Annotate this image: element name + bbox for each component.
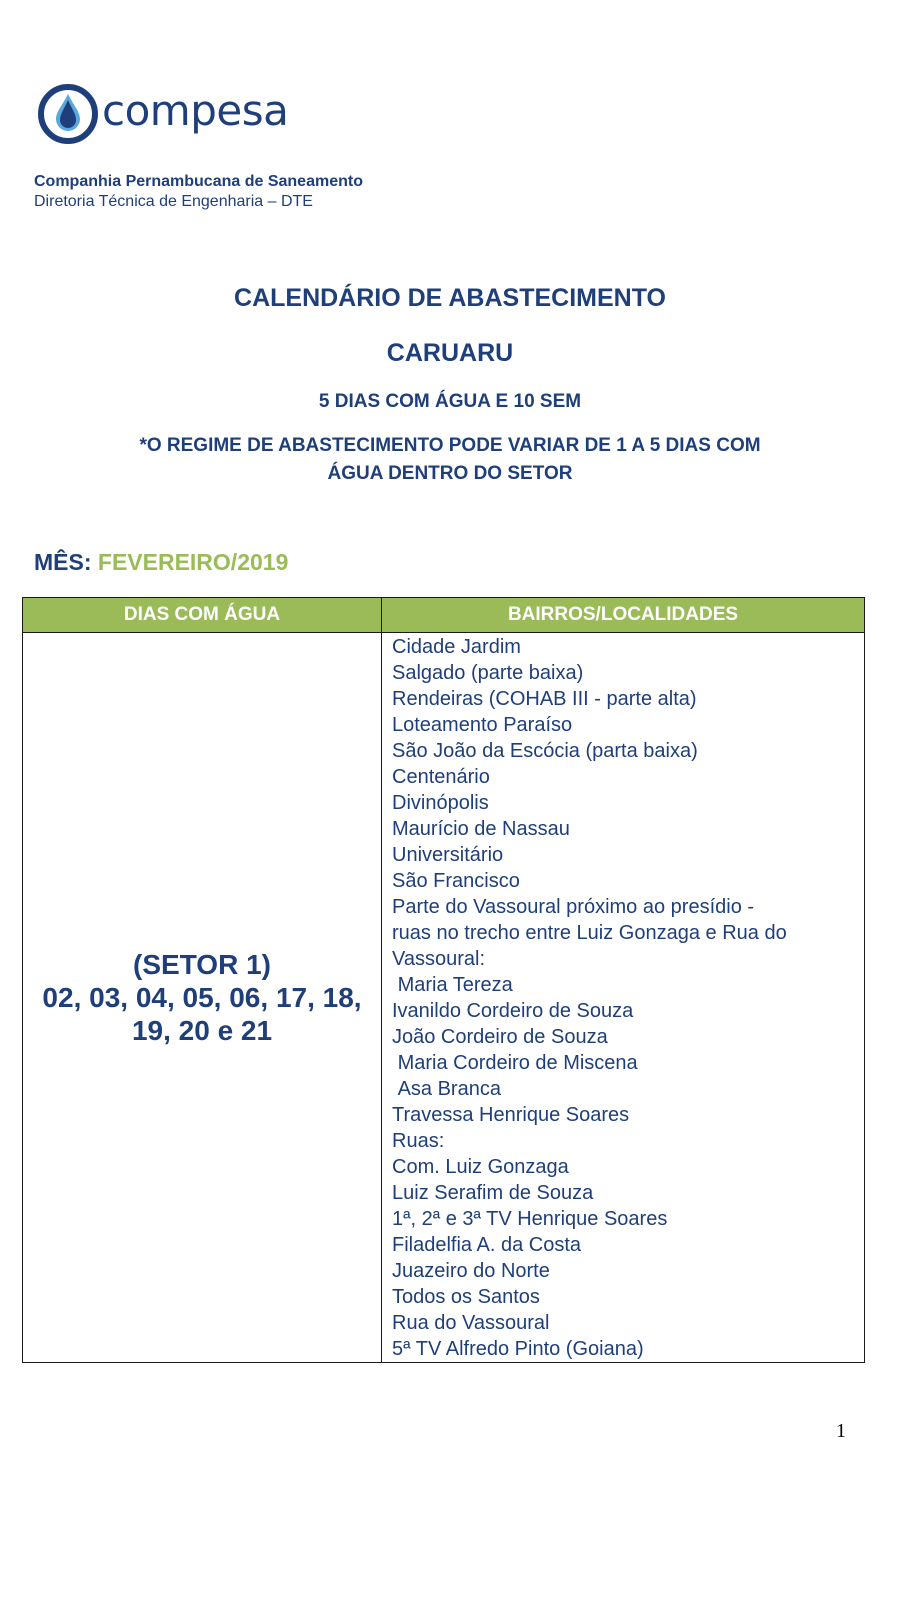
page-title: CALENDÁRIO DE ABASTECIMENTO <box>234 284 666 312</box>
list-item: Todos os Santos <box>392 1286 540 1308</box>
locations-list <box>392 634 856 1362</box>
list-item: Maria Tereza <box>392 974 513 996</box>
list-item: Filadelfia A. da Costa <box>392 1234 581 1256</box>
list-item: Loteamento Paraíso <box>392 714 573 736</box>
regime-note <box>0 432 900 488</box>
list-item: Asa Branca <box>392 1078 501 1100</box>
list-item: Parte do Vassoural próximo ao presídio - <box>392 896 755 918</box>
column-header-locations: BAIRROS/LOCALIDADES <box>382 598 865 633</box>
list-item: ruas no trecho entre Luiz Gonzaga e Rua do <box>392 922 787 944</box>
list-item: Rendeiras (COHAB III - parte alta) <box>392 688 697 710</box>
list-item: 5ª TV Alfredo Pinto (Goiana) <box>392 1338 644 1360</box>
page-number: 1 <box>836 1420 846 1442</box>
list-item: São Francisco <box>392 870 520 892</box>
list-item: Luiz Serafim de Souza <box>392 1182 594 1204</box>
list-item: Ivanildo Cordeiro de Souza <box>392 1000 634 1022</box>
list-item: Rua do Vassoural <box>392 1312 550 1334</box>
list-item: Maurício de Nassau <box>392 818 570 840</box>
list-item: Universitário <box>392 844 504 866</box>
month-value: FEVEREIRO/2019 <box>97 549 289 575</box>
organization-info <box>34 172 363 212</box>
list-item: 1ª, 2ª e 3ª TV Henrique Soares <box>392 1208 668 1230</box>
list-item: Centenário <box>392 766 490 788</box>
list-item: Travessa Henrique Soares <box>392 1104 630 1126</box>
regime-note-line-2: ÁGUA DENTRO DO SETOR <box>327 463 573 484</box>
org-name: Companhia Pernambucana de Saneamento <box>34 173 363 190</box>
list-item: São João da Escócia (parta baixa) <box>392 740 698 762</box>
list-item: Juazeiro do Norte <box>392 1260 550 1282</box>
compesa-logo <box>38 84 318 146</box>
sector-days-cell <box>23 633 382 1363</box>
month-heading <box>34 549 288 576</box>
list-item: Maria Cordeiro de Miscena <box>392 1052 638 1074</box>
locations-cell <box>382 633 865 1363</box>
list-item: Cidade Jardim <box>392 636 521 658</box>
supply-calendar-table <box>22 597 865 1363</box>
list-item: João Cordeiro de Souza <box>392 1026 608 1048</box>
regime-note-line-1: *O REGIME DE ABASTECIMENTO PODE VARIAR DE 1 A 5 DIAS COM <box>139 435 761 456</box>
table-row <box>23 633 865 1363</box>
list-item: Divinópolis <box>392 792 489 814</box>
list-item: Salgado (parte baixa) <box>392 662 584 684</box>
table-header-row <box>23 598 865 633</box>
month-label: MÊS: <box>34 549 92 575</box>
supply-regime: 5 DIAS COM ÁGUA E 10 SEM <box>318 391 582 412</box>
water-drop-icon <box>38 84 100 146</box>
logo-wordmark: compesa <box>102 86 289 135</box>
column-header-days: DIAS COM ÁGUA <box>23 598 382 633</box>
sector-days: 02, 03, 04, 05, 06, 17, 18, 19, 20 e 21 <box>42 982 362 1046</box>
list-item: Vassoural: <box>392 948 486 970</box>
list-item: Com. Luiz Gonzaga <box>392 1156 569 1178</box>
city-name: CARUARU <box>386 339 514 367</box>
sector-name: (SETOR 1) <box>133 949 271 980</box>
list-item: Ruas: <box>392 1130 445 1152</box>
org-department: Diretoria Técnica de Engenharia – DTE <box>34 193 313 210</box>
